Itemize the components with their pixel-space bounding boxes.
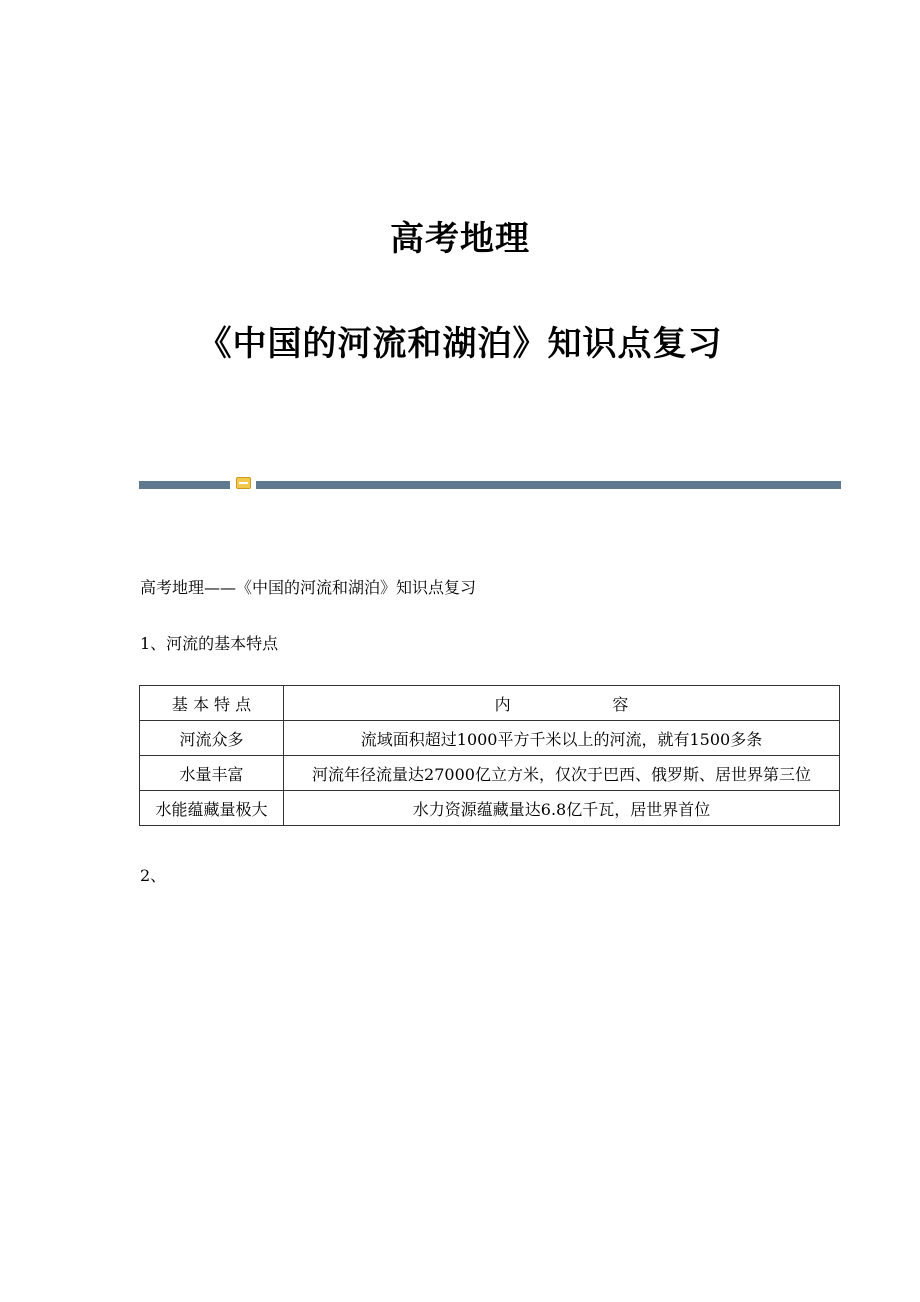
table-row bbox=[140, 721, 840, 756]
table-cell-feature: 水能蕴藏量极大 bbox=[140, 791, 284, 826]
header-content: 内 容 bbox=[284, 686, 840, 721]
section2-heading: 2、 bbox=[140, 866, 167, 885]
table-cell-content: 河流年径流量达27000亿立方米，仅次于巴西、俄罗斯、居世界第三位 bbox=[284, 756, 840, 791]
table-cell-feature: 河流众多 bbox=[140, 721, 284, 756]
page-title: 高考地理 bbox=[390, 219, 530, 259]
table-cell-content: 水力资源蕴藏量达6.8亿千瓦，居世界首位 bbox=[284, 791, 840, 826]
table-row bbox=[140, 791, 840, 826]
divider bbox=[139, 476, 841, 490]
table-cell-feature: 水量丰富 bbox=[140, 756, 284, 791]
section1-heading: 1、河流的基本特点 bbox=[140, 634, 279, 653]
divider-bar-left bbox=[139, 481, 230, 489]
header-feature: 基 本 特 点 bbox=[140, 686, 284, 721]
page-subtitle: 《中国的河流和湖泊》知识点复习 bbox=[197, 324, 723, 364]
table-cell-content: 流域面积超过1000平方千米以上的河流，就有1500多条 bbox=[284, 721, 840, 756]
table-header-row bbox=[140, 686, 840, 721]
features-table bbox=[139, 685, 840, 826]
divider-ornament-icon bbox=[236, 477, 251, 489]
intro-line: 高考地理——《中国的河流和湖泊》知识点复习 bbox=[140, 578, 477, 597]
divider-bar-right bbox=[256, 481, 841, 489]
table-row bbox=[140, 756, 840, 791]
